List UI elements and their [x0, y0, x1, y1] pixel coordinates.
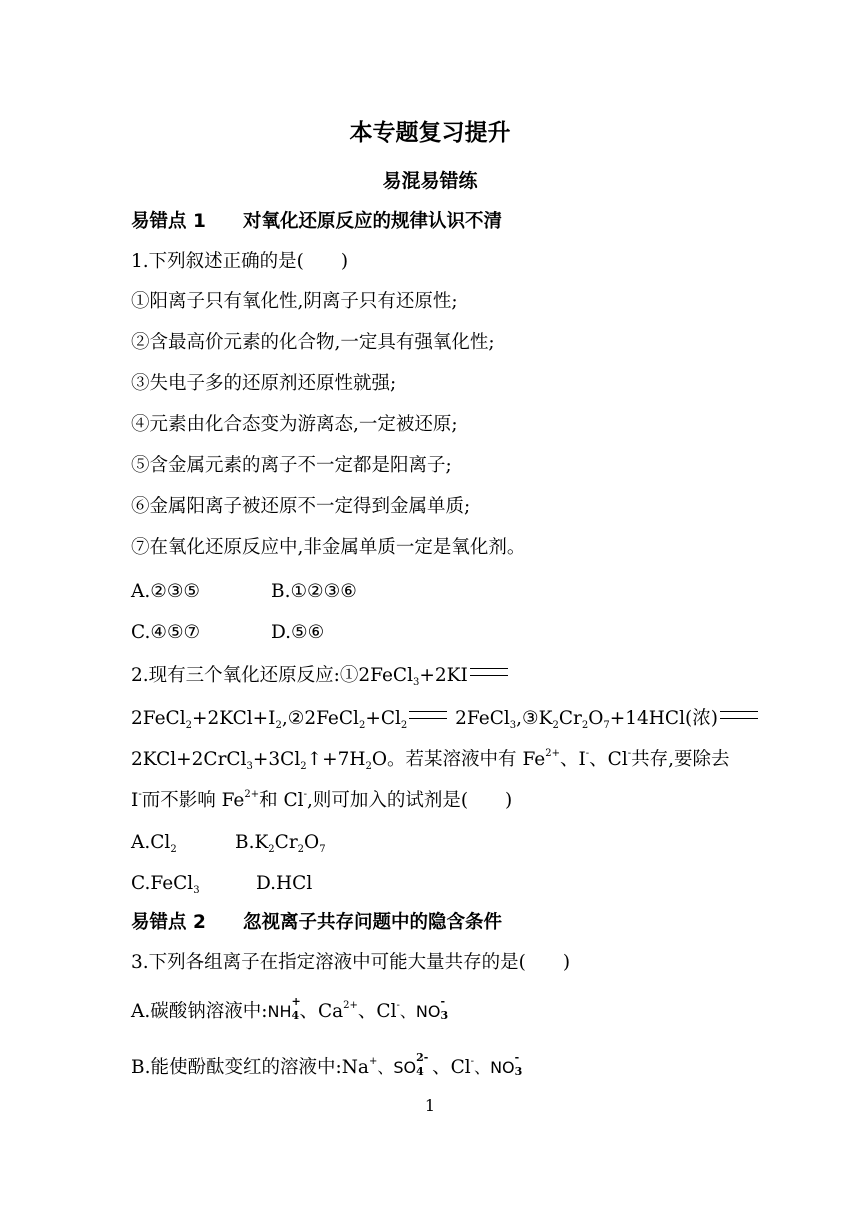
subscript: 2 [300, 761, 307, 772]
text-run: O [588, 708, 604, 729]
superscript: - [303, 789, 307, 800]
statement-item: ③失电子多的还原剂还原性就强; [131, 373, 397, 394]
option-d: D.⑤⑥ [271, 622, 325, 643]
section-text: 对氧化还原反应的规律认识不清 [243, 211, 503, 232]
equals-sign [720, 711, 758, 719]
subscript: 2 [552, 720, 559, 731]
text-run: +2KI [419, 665, 468, 686]
section-label: 易错点 1 [131, 211, 206, 232]
statement-item: ①阳离子只有氧化性,阴离子只有还原性; [131, 291, 458, 312]
charge-stack [416, 1051, 432, 1078]
count: 3 [514, 1065, 523, 1078]
answer-options-row [131, 827, 326, 859]
answer-options-row [131, 868, 312, 900]
text-run: 2FeCl [449, 708, 510, 729]
subscript: 2 [170, 844, 177, 855]
page-number: 1 [424, 1096, 436, 1115]
option-c [131, 868, 256, 900]
charge-stack [514, 1051, 523, 1078]
subscript: 7 [603, 720, 610, 731]
text-run: 和 Cl [259, 790, 304, 811]
charge: - [440, 995, 446, 1008]
text-run: 而不影响 Fe [141, 790, 245, 811]
question-2-line [131, 703, 760, 735]
statement-item: ④元素由化合态变为游离态,一定被还原; [131, 414, 458, 435]
charge-stack [291, 995, 301, 1022]
option-c: C.④⑤⑦ [131, 622, 201, 643]
question-3-stem: 3.下列各组离子在指定溶液中可能大量共存的是( ) [131, 952, 571, 973]
charge: + [291, 995, 301, 1008]
text-run: 、Cl [432, 1057, 471, 1078]
superscript: - [470, 1056, 475, 1067]
subscript: 2 [275, 720, 282, 731]
question-2-stem [131, 660, 510, 692]
text-run: 2KCl+2CrCl [131, 749, 247, 770]
statement-item: ②含最高价元素的化合物,一定具有强氧化性; [131, 332, 495, 353]
text-run: +3Cl [252, 749, 301, 770]
text-run: B.能使酚酞变红的溶液中: [131, 1057, 342, 1078]
subscript: 2 [581, 720, 589, 731]
answer-options-row [131, 576, 357, 608]
option-a [131, 996, 448, 1028]
superscript: + [368, 1056, 378, 1067]
superscript: - [585, 748, 590, 759]
subscript: 3 [413, 677, 420, 688]
text-run: A.Cl [131, 832, 171, 853]
answer-options-row [131, 617, 324, 649]
superscript: - [138, 789, 142, 800]
ion-text: 、NO [399, 1002, 441, 1021]
charge-stack [440, 995, 449, 1022]
equals-sign [409, 711, 447, 719]
subscript: 2 [185, 720, 192, 731]
ion-text: 、NO [474, 1058, 515, 1077]
charge: 2- [416, 1051, 429, 1064]
text-run: 2FeCl [131, 708, 186, 729]
statement-item: ⑥金属阳离子被还原不一定得到金属单质; [131, 496, 471, 517]
text-run: 、Ca [299, 1001, 344, 1022]
option-a [131, 827, 235, 859]
count: 4 [291, 1009, 300, 1022]
text-run: Cr [274, 832, 298, 853]
count: 3 [440, 1009, 449, 1022]
subscript: 2 [268, 844, 275, 855]
question-2-line [131, 785, 512, 817]
text-run: 、I [559, 749, 586, 770]
text-run: B.K [235, 832, 269, 853]
text-run: ,②2FeCl [281, 708, 359, 729]
option-d: D.HCl [256, 873, 313, 894]
subscript: 2 [358, 720, 366, 731]
text-run: C.FeCl [131, 873, 194, 894]
subscript: 2 [365, 761, 372, 772]
text-run: 共存,要除去 [631, 749, 730, 770]
subscript: 3 [509, 720, 517, 731]
question-2-line [131, 744, 730, 776]
text-run: +Cl [365, 708, 401, 729]
subscript: 2 [400, 720, 408, 731]
text-run: 、Cl [589, 749, 628, 770]
text-run: ,③K [516, 708, 553, 729]
section-heading-2 [131, 907, 502, 939]
section-text: 忽视离子共存问题中的隐含条件 [243, 912, 503, 933]
question-1-stem: 1.下列叙述正确的是( ) [131, 251, 349, 272]
ion-text: 、SO [377, 1058, 417, 1077]
text-run: 、Cl [357, 1001, 397, 1022]
section-label: 易错点 2 [131, 912, 206, 933]
page-subtitle: 易混易错练 [382, 170, 478, 192]
text-run: O [304, 832, 320, 853]
text-run: 2.现有三个氧化还原反应:①2FeCl [131, 665, 413, 686]
count: 4 [416, 1065, 424, 1078]
subscript: 7 [319, 844, 326, 855]
text-run: O。若某溶液中有 Fe [371, 749, 546, 770]
superscript: 2+ [244, 789, 260, 800]
text-run: Cr [558, 708, 582, 729]
charge: - [514, 1051, 520, 1064]
superscript: - [627, 748, 632, 759]
subscript: 2 [297, 844, 305, 855]
text-run: Na [341, 1057, 369, 1078]
statement-item: ⑦在氧化还原反应中,非金属单质一定是氧化剂。 [131, 537, 526, 558]
text-run: +14HCl(浓) [609, 708, 718, 729]
superscript: 2+ [343, 1000, 358, 1011]
superscript: - [396, 1000, 400, 1011]
equals-sign [470, 668, 508, 676]
section-heading-1 [131, 206, 502, 238]
text-run: ↑+7H [306, 749, 366, 770]
superscript: 2+ [545, 748, 560, 759]
option-b: B.①②③⑥ [271, 581, 357, 602]
subscript: 3 [193, 885, 200, 896]
text-run: I [131, 790, 139, 811]
subscript: 3 [246, 761, 253, 772]
page-title: 本专题复习提升 [349, 120, 511, 146]
text-run: A.碳酸钠溶液中: [131, 1001, 268, 1022]
option-a: A.②③⑤ [131, 581, 200, 602]
text-run: ,则可加入的试剂是( ) [306, 790, 513, 811]
option-b [235, 832, 326, 853]
text-run: +2KCl+I [192, 708, 276, 729]
ion-text: NH [267, 1002, 292, 1021]
statement-item: ⑤含金属元素的离子不一定都是阳离子; [131, 455, 452, 476]
option-b [131, 1052, 523, 1084]
